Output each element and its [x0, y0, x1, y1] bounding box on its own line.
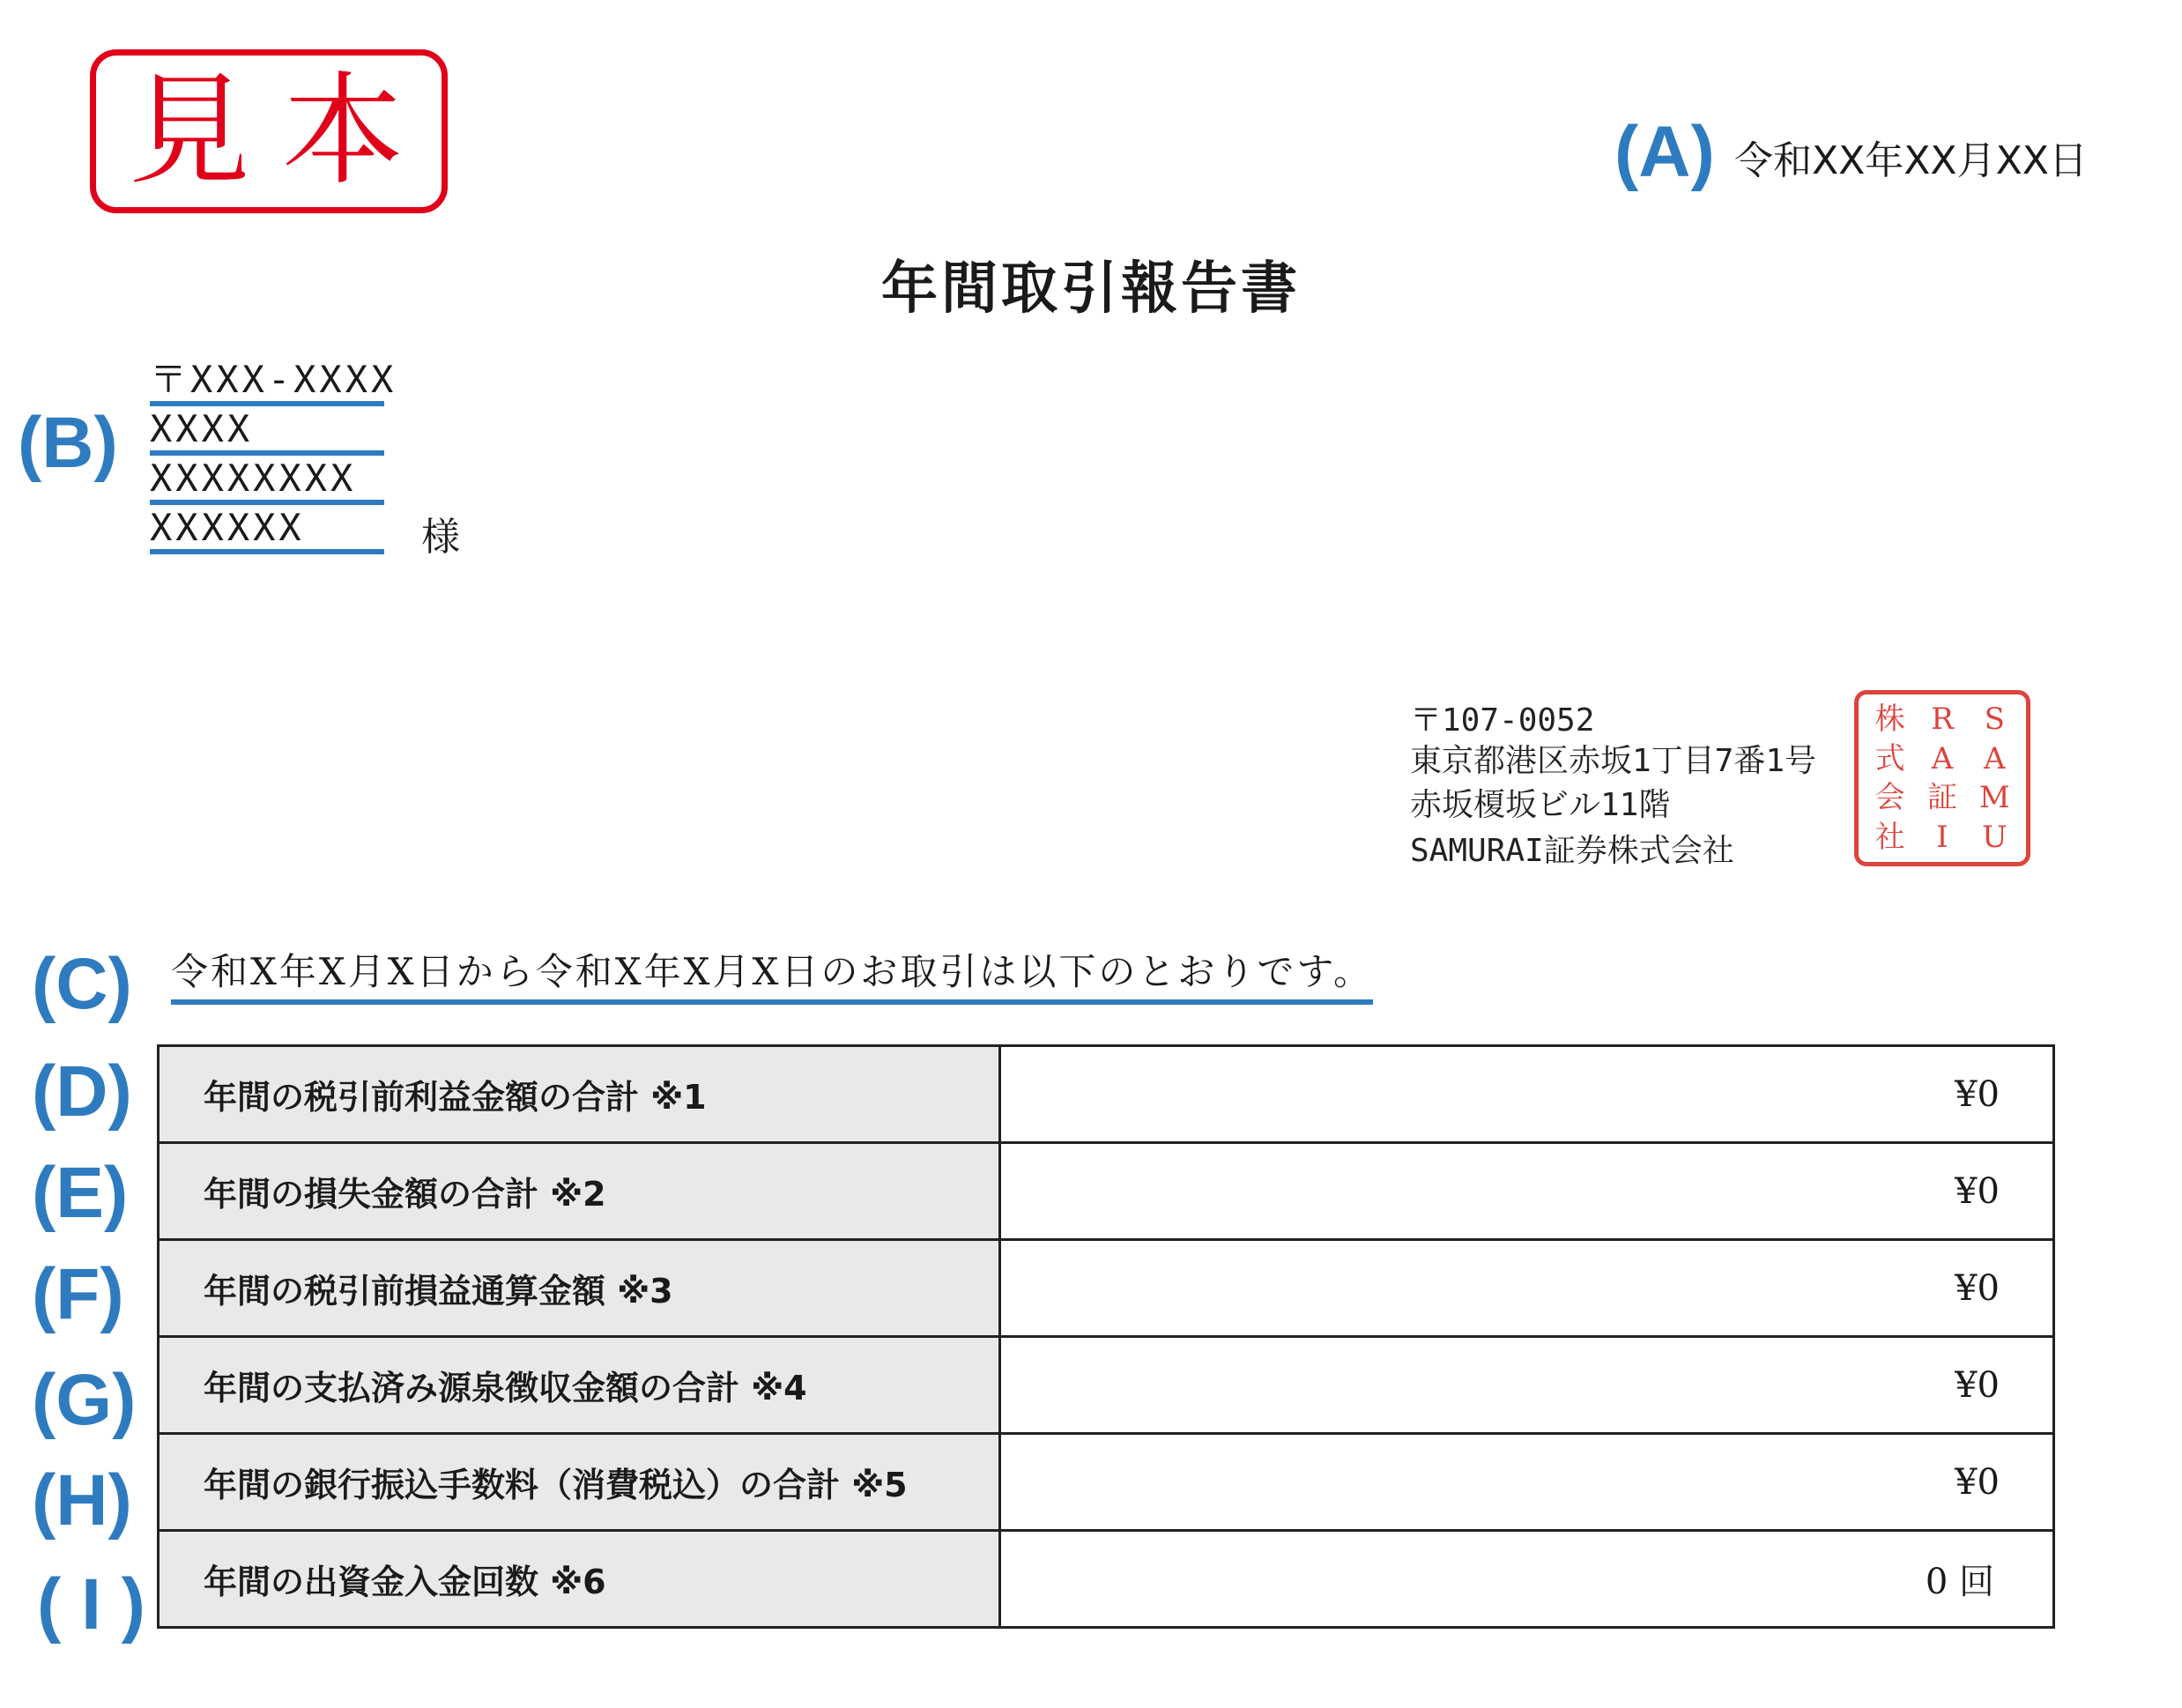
- issue-date: 令和XX年XX月XX日: [1734, 138, 2088, 183]
- annual-report-table: [157, 1044, 2055, 1629]
- table-row: [159, 1531, 2054, 1628]
- company-address-2: 赤坂榎坂ビル11階: [1410, 787, 1671, 823]
- row-label-bank-fees: 年間の銀行振込手数料（消費税込）の合計 ※5: [159, 1434, 1000, 1531]
- document-title: 年間取引報告書: [881, 256, 1301, 322]
- marker-c: (C): [32, 944, 132, 1024]
- marker-a: (A): [1614, 112, 1715, 192]
- marker-b: (B): [18, 403, 118, 483]
- marker-d: (D): [32, 1051, 132, 1132]
- row-value-pretax-profit: ¥0: [1000, 1046, 2054, 1143]
- seal-char: 社: [1874, 819, 1905, 855]
- row-label-net-offset: 年間の税引前損益通算金額 ※3: [159, 1240, 1000, 1337]
- row-value-loss: ¥0: [1000, 1143, 2054, 1240]
- addressee-name: XXXXXX: [150, 509, 384, 554]
- seal-char: 会: [1874, 780, 1905, 816]
- company-postal: 〒107-0052: [1410, 702, 1595, 739]
- marker-e: (E): [32, 1153, 129, 1233]
- row-label-loss: 年間の損失金額の合計 ※2: [159, 1143, 1000, 1240]
- table-row: [159, 1240, 2054, 1337]
- seal-char: 証: [1926, 780, 1957, 816]
- seal-char: I: [1936, 819, 1948, 855]
- seal-char: M: [1978, 780, 2010, 816]
- table-row: [159, 1434, 2054, 1531]
- marker-g: (G): [32, 1360, 137, 1440]
- row-value-withholding: ¥0: [1000, 1337, 2054, 1434]
- seal-char: S: [1984, 702, 2005, 738]
- marker-f: (F): [32, 1254, 124, 1334]
- row-value-deposit-count: 0 回: [1000, 1531, 2054, 1628]
- row-label-pretax-profit: 年間の税引前利益金額の合計 ※1: [159, 1046, 1000, 1143]
- seal-char: 式: [1874, 740, 1905, 776]
- addressee-honorific: 様: [421, 515, 460, 560]
- table-row: [159, 1143, 2054, 1240]
- marker-i: ( I ): [37, 1564, 145, 1645]
- row-value-net-offset: ¥0: [1000, 1240, 2054, 1337]
- row-label-withholding: 年間の支払済み源泉徴収金額の合計 ※4: [159, 1337, 1000, 1434]
- seal-char: A: [1931, 740, 1954, 776]
- addressee-postal: 〒XXX-XXXX: [150, 361, 384, 406]
- seal-char: A: [1984, 740, 2006, 776]
- company-name: SAMURAI証券株式会社: [1410, 833, 1734, 869]
- row-value-bank-fees: ¥0: [1000, 1434, 2054, 1531]
- company-seal: [1854, 690, 2030, 866]
- seal-char: U: [1981, 819, 2008, 855]
- row-label-deposit-count: 年間の出資金入金回数 ※6: [159, 1531, 1000, 1628]
- table-row: [159, 1337, 2054, 1434]
- addressee-line-2: XXXXXXXX: [150, 460, 384, 505]
- seal-char: 株: [1874, 702, 1905, 738]
- table-row: [159, 1046, 2054, 1143]
- marker-h: (H): [32, 1460, 132, 1541]
- seal-char: R: [1931, 702, 1954, 738]
- company-address-1: 東京都港区赤坂1丁目7番1号: [1410, 743, 1817, 779]
- sample-stamp: 見本: [90, 49, 448, 213]
- addressee-line-1: XXXX: [150, 411, 384, 456]
- period-statement: 令和X年X月X日から令和X年X月X日のお取引は以下のとおりです。: [171, 954, 1373, 1005]
